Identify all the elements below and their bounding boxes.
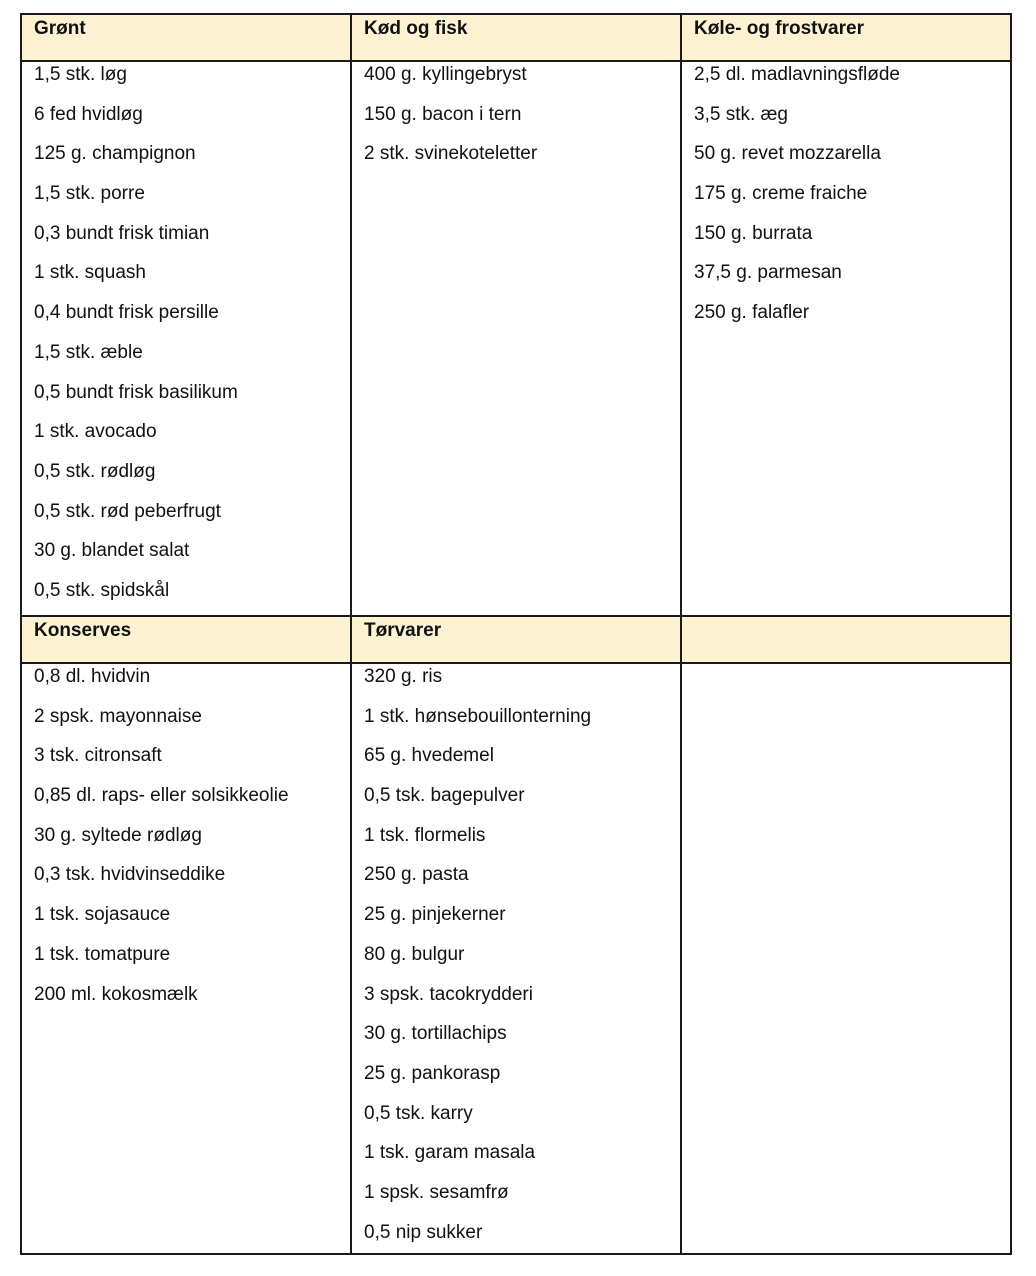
list-item: 0,5 stk. spidskål bbox=[34, 579, 170, 601]
list-item: 0,5 tsk. karry bbox=[364, 1102, 473, 1124]
column-header bbox=[682, 617, 1010, 664]
list-item: 50 g. revet mozzarella bbox=[694, 143, 881, 165]
list-item: 400 g. kyllingebryst bbox=[364, 64, 527, 85]
list-item: 0,5 tsk. bagepulver bbox=[364, 785, 525, 807]
list-item: 1 stk. squash bbox=[34, 262, 146, 284]
list-item: 3 spsk. tacokrydderi bbox=[364, 983, 533, 1005]
list-item: 125 g. champignon bbox=[34, 143, 196, 165]
list-item: 0,85 dl. raps- eller solsikkeolie bbox=[34, 785, 289, 807]
list-item: 80 g. bulgur bbox=[364, 943, 465, 965]
item-list bbox=[22, 62, 350, 618]
column-empty bbox=[682, 617, 1010, 1255]
column-header: Grønt bbox=[22, 15, 350, 62]
list-item: 1 tsk. flormelis bbox=[364, 824, 486, 846]
list-item: 250 g. falafler bbox=[694, 302, 810, 324]
list-item: 2 spsk. mayonnaise bbox=[34, 705, 202, 727]
list-item: 65 g. hvedemel bbox=[364, 745, 494, 767]
list-item: 1,5 stk. løg bbox=[34, 64, 127, 85]
column-header: Kød og fisk bbox=[352, 15, 680, 62]
column-gront bbox=[22, 15, 352, 615]
list-item: 0,4 bundt frisk persille bbox=[34, 302, 219, 324]
list-item: 175 g. creme fraiche bbox=[694, 183, 868, 205]
list-item: 3 tsk. citronsaft bbox=[34, 745, 162, 767]
list-item: 6 fed hvidløg bbox=[34, 103, 143, 125]
column-header: Køle- og frostvarer bbox=[682, 15, 1010, 62]
list-item: 1 tsk. sojasauce bbox=[34, 904, 171, 926]
list-item: 2,5 dl. madlavningsfløde bbox=[694, 64, 900, 85]
column-kole-og-frostvarer bbox=[682, 15, 1010, 615]
column-header: Konserves bbox=[22, 617, 350, 664]
item-list bbox=[352, 664, 680, 1259]
list-item: 25 g. pankorasp bbox=[364, 1062, 501, 1084]
list-item: 1 spsk. sesamfrø bbox=[364, 1181, 509, 1203]
list-item: 30 g. tortillachips bbox=[364, 1023, 507, 1045]
item-list bbox=[22, 664, 350, 1021]
list-item: 0,5 nip sukker bbox=[364, 1221, 483, 1243]
list-item: 150 g. burrata bbox=[694, 222, 813, 244]
list-item: 3,5 stk. æg bbox=[694, 103, 788, 125]
list-item: 2 stk. svinekoteletter bbox=[364, 143, 538, 165]
list-item: 30 g. syltede rødløg bbox=[34, 824, 202, 846]
list-item: 200 ml. kokosmælk bbox=[34, 983, 198, 1005]
list-item: 320 g. ris bbox=[364, 666, 443, 687]
list-item: 0,8 dl. hvidvin bbox=[34, 666, 151, 687]
list-item: 0,5 stk. rød peberfrugt bbox=[34, 500, 221, 522]
table-section-top bbox=[22, 15, 1010, 615]
list-item: 0,3 tsk. hvidvinseddike bbox=[34, 864, 226, 886]
column-konserves bbox=[22, 617, 352, 1255]
item-list bbox=[682, 62, 1010, 340]
list-item: 1,5 stk. porre bbox=[34, 183, 145, 205]
list-item: 1,5 stk. æble bbox=[34, 341, 143, 363]
list-item: 25 g. pinjekerner bbox=[364, 904, 506, 926]
table-section-bottom bbox=[22, 615, 1010, 1255]
column-header: Tørvarer bbox=[352, 617, 680, 664]
list-item: 0,3 bundt frisk timian bbox=[34, 222, 210, 244]
list-item: 250 g. pasta bbox=[364, 864, 469, 886]
item-list bbox=[352, 62, 680, 181]
list-item: 1 tsk. tomatpure bbox=[34, 943, 171, 965]
list-item: 0,5 stk. rødløg bbox=[34, 460, 156, 482]
list-item: 1 stk. hønsebouillonterning bbox=[364, 705, 592, 727]
shopping-list-table bbox=[20, 13, 1012, 1255]
list-item: 37,5 g. parmesan bbox=[694, 262, 842, 284]
list-item: 0,5 bundt frisk basilikum bbox=[34, 381, 238, 403]
list-item: 1 tsk. garam masala bbox=[364, 1142, 536, 1164]
list-item: 30 g. blandet salat bbox=[34, 540, 190, 562]
list-item: 150 g. bacon i tern bbox=[364, 103, 522, 125]
column-kod-og-fisk bbox=[352, 15, 682, 615]
list-item: 1 stk. avocado bbox=[34, 421, 157, 443]
column-torvarer bbox=[352, 617, 682, 1255]
